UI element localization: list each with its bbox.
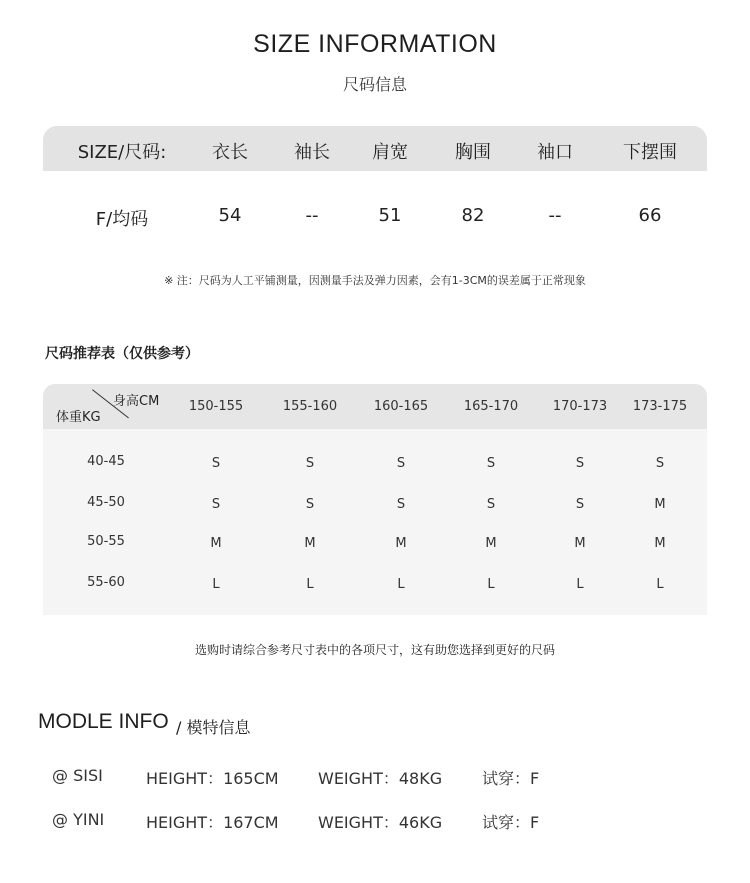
recommended-size: L (397, 577, 405, 592)
weight-range-label: 45-50 (87, 495, 125, 510)
recommended-size: S (396, 497, 406, 512)
recommended-size: S (486, 497, 496, 512)
size-column-header: 袖口 (537, 142, 573, 163)
size-column-header: 下摆围 (623, 142, 677, 163)
recommended-size: S (655, 456, 665, 471)
recommended-size: L (212, 577, 220, 592)
model-name: @ SISI (52, 766, 103, 785)
recommended-size: S (305, 497, 315, 512)
page-subtitle: 尺码信息 (342, 75, 407, 94)
model-name: @ YINI (52, 810, 105, 829)
height-range-header: 160-165 (373, 399, 429, 414)
recommended-size: M (485, 536, 497, 551)
height-range-header: 165-170 (463, 399, 519, 414)
size-tip: 选购时请综合参考尺寸表中的各项尺寸，这有助您选择到更好的尺码 (194, 643, 555, 657)
recommended-size: S (575, 497, 585, 512)
size-column-header: 袖长 (294, 142, 330, 163)
model-weight: WEIGHT：46KG (318, 813, 443, 832)
height-range-header: 170-173 (552, 399, 608, 414)
model-weight: WEIGHT：48KG (318, 769, 443, 788)
size-cell: F/均码 (95, 209, 149, 230)
recommended-size: L (487, 577, 495, 592)
size-cell: 82 (461, 205, 485, 226)
size-cell: -- (548, 205, 562, 226)
size-column-header: 胸围 (455, 142, 491, 163)
recommended-size: S (486, 456, 496, 471)
model-info-title: MODLE INFO (38, 710, 169, 733)
recommended-size: L (576, 577, 584, 592)
recommended-size: L (656, 577, 664, 592)
height-range-header: 150-155 (188, 399, 244, 414)
height-range-header: 173-175 (632, 399, 688, 414)
page-title: SIZE INFORMATION (253, 30, 497, 58)
corner-height-label: 身高CM (113, 394, 160, 409)
size-cell: -- (305, 205, 319, 226)
recommended-size: L (306, 577, 314, 592)
size-column-header: 衣长 (212, 142, 248, 163)
recommended-size: S (396, 456, 406, 471)
recommended-size: M (395, 536, 407, 551)
model-info-title-cn: / 模特信息 (176, 718, 251, 737)
recommend-title: 尺码推荐表（仅供参考） (45, 346, 199, 362)
model-height: HEIGHT：165CM (146, 769, 279, 788)
recommended-size: S (575, 456, 585, 471)
recommended-size: S (305, 456, 315, 471)
model-tried-size: 试穿：F (482, 769, 540, 788)
recommended-size: M (304, 536, 316, 551)
size-cell: 66 (638, 205, 662, 226)
recommended-size: M (210, 536, 222, 551)
model-tried-size: 试穿：F (482, 813, 540, 832)
weight-range-label: 55-60 (87, 575, 125, 590)
corner-weight-label: 体重KG (56, 410, 101, 425)
weight-range-label: 40-45 (87, 454, 125, 469)
recommended-size: M (574, 536, 586, 551)
model-height: HEIGHT：167CM (146, 813, 279, 832)
size-note: ※ 注：尺码为人工平铺测量，因测量手法及弹力因素，会有1-3CM的误差属于正常现象 (164, 274, 586, 287)
size-cell: 54 (218, 205, 242, 226)
recommend-table-body (43, 429, 707, 615)
recommended-size: S (211, 497, 221, 512)
height-range-header: 155-160 (282, 399, 338, 414)
weight-range-label: 50-55 (87, 534, 125, 549)
recommended-size: M (654, 497, 666, 512)
size-cell: 51 (378, 205, 402, 226)
recommended-size: M (654, 536, 666, 551)
size-column-header: SIZE/尺码: (77, 142, 167, 163)
recommended-size: S (211, 456, 221, 471)
size-column-header: 肩宽 (372, 142, 408, 163)
